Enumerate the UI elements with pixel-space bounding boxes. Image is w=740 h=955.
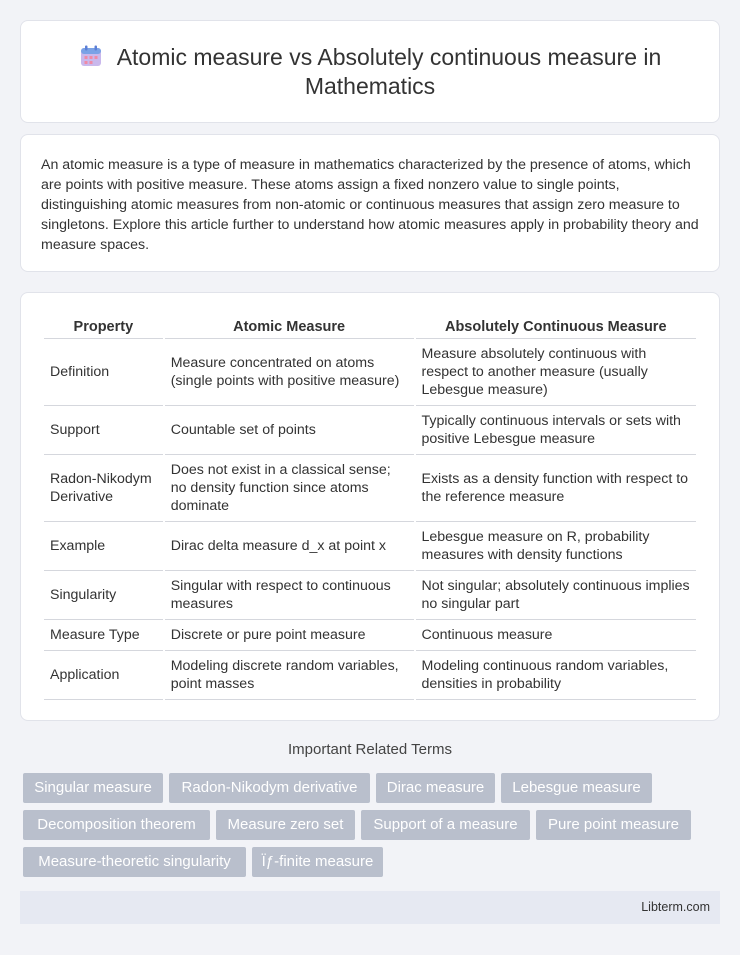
row-continuous: Measure absolutely continuous with respect to another measure (usually Lebesgue measure): [416, 339, 697, 406]
row-continuous: Lebesgue measure on R, probability measures with density functions: [416, 522, 697, 571]
tag-dirac-measure[interactable]: Dirac measure: [376, 773, 495, 803]
row-atomic: Measure concentrated on atoms (single points with positive measure): [165, 339, 414, 406]
row-property: Support: [44, 406, 163, 455]
row-continuous: Exists as a density function with respect to the reference measure: [416, 455, 697, 522]
row-continuous: Modeling continuous random variables, densities in probability: [416, 651, 697, 700]
table-row: [44, 406, 696, 455]
table-row: [44, 522, 696, 571]
row-property: Measure Type: [44, 620, 163, 651]
tag-measure-zero-set[interactable]: Measure zero set: [216, 810, 355, 840]
row-atomic: Does not exist in a classical sense; no density function since atoms dominate: [165, 455, 414, 522]
comparison-card: [20, 292, 720, 721]
header-atomic: Atomic Measure: [165, 314, 414, 339]
row-atomic: Dirac delta measure d_x at point x: [165, 522, 414, 571]
row-property: Definition: [44, 339, 163, 406]
row-atomic: Discrete or pure point measure: [165, 620, 414, 651]
calendar-icon: [79, 44, 103, 68]
table-row: [44, 620, 696, 651]
tag-lebesgue-measure[interactable]: Lebesgue measure: [501, 773, 652, 803]
row-property: Example: [44, 522, 163, 571]
tag-radon-nikodym-derivative[interactable]: Radon-Nikodym derivative: [169, 773, 370, 803]
table-row: [44, 455, 696, 522]
comparison-table: [42, 314, 698, 700]
page-title-wrap: [21, 43, 719, 101]
row-atomic: Modeling discrete random variables, point masses: [165, 651, 414, 700]
title-card: [20, 20, 720, 123]
tag-pure-point-measure[interactable]: Pure point measure: [536, 810, 691, 840]
intro-paragraph: An atomic measure is a type of measure in mathematics characterized by the presence of atoms, which are points with positive measure. These atoms assign a fixed nonzero value to single points, distinguishing atomic measures from non-atomic or continuous measures that assign zero measure to singletons. Explore this article further to understand how atomic measures apply in probability theory and measure spaces.: [41, 157, 699, 253]
footer-site-link[interactable]: Libterm.com: [641, 900, 710, 914]
tag-sigma-finite-measure[interactable]: Ïƒ-finite measure: [252, 847, 383, 877]
table-row: [44, 339, 696, 406]
page-title: Atomic measure vs Absolutely continuous measure in Mathematics: [116, 44, 662, 99]
row-property: Singularity: [44, 571, 163, 620]
row-atomic: Singular with respect to continuous measures: [165, 571, 414, 620]
table-header-row: [44, 314, 696, 339]
row-atomic: Countable set of points: [165, 406, 414, 455]
tag-decomposition-theorem[interactable]: Decomposition theorem: [23, 810, 210, 840]
row-property: Application: [44, 651, 163, 700]
header-property: Property: [44, 314, 163, 339]
tag-measure-theoretic-singularity[interactable]: Measure-theoretic singularity: [23, 847, 246, 877]
row-property: Radon-Nikodym Derivative: [44, 455, 163, 522]
row-continuous: Continuous measure: [416, 620, 697, 651]
tag-support-of-a-measure[interactable]: Support of a measure: [361, 810, 530, 840]
intro-card: [20, 134, 720, 272]
header-continuous: Absolutely Continuous Measure: [416, 314, 697, 339]
row-continuous: Typically continuous intervals or sets with positive Lebesgue measure: [416, 406, 697, 455]
row-continuous: Not singular; absolutely continuous implies no singular part: [416, 571, 697, 620]
related-terms-heading: Important Related Terms: [288, 741, 452, 758]
table-row: [44, 651, 696, 700]
footer: [20, 891, 720, 924]
tag-singular-measure[interactable]: Singular measure: [23, 773, 163, 803]
table-row: [44, 571, 696, 620]
